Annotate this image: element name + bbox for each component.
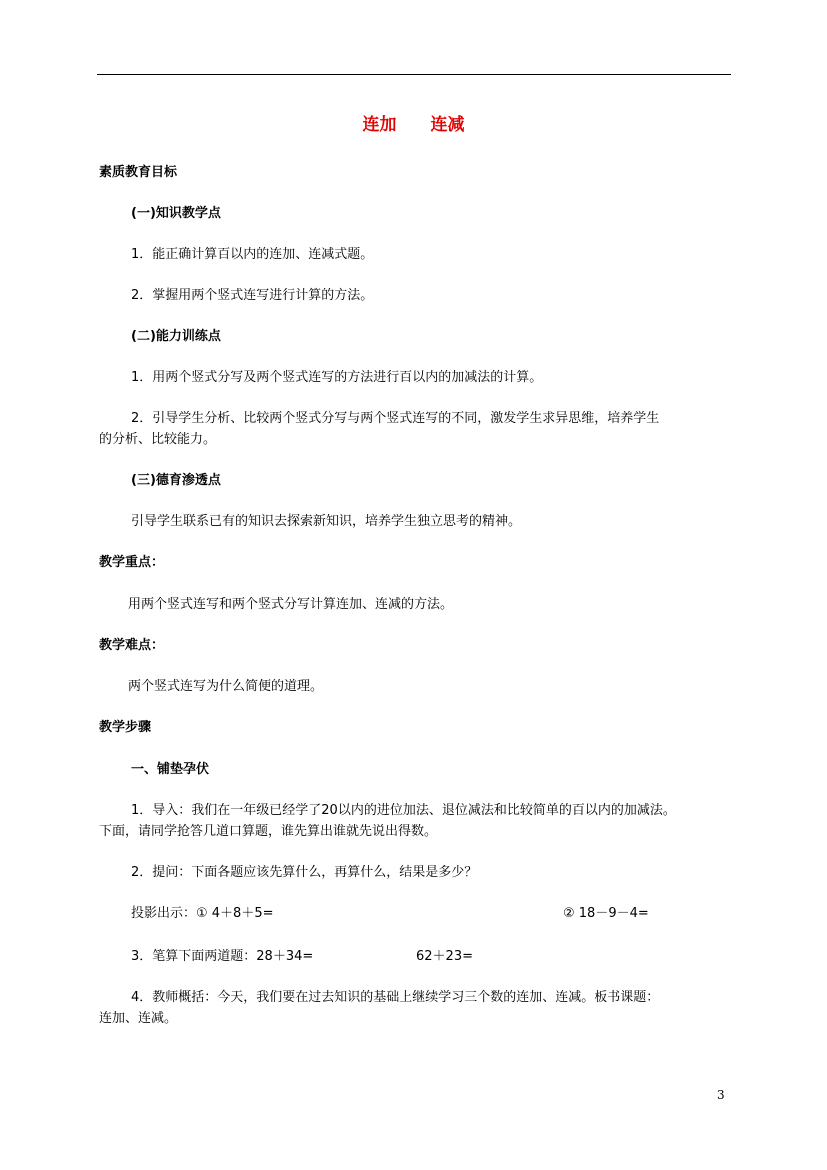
section-heading-moral: (三)德育渗透点 [131, 473, 221, 488]
paragraph-line: 两个竖式连写为什么简便的道理。 [128, 679, 324, 694]
written-calc-1: 3．笔算下面两道题：28＋34= [131, 949, 314, 964]
key-points-heading: 教学重点： [99, 555, 165, 570]
paragraph-line: 用两个竖式连写和两个竖式分写计算连加、连减的方法。 [128, 597, 454, 612]
goal-heading: 素质教育目标 [99, 165, 178, 180]
paragraph-line: 4．教师概括：今天，我们要在过去知识的基础上继续学习三个数的连加、连减。板书课题： [131, 990, 660, 1005]
paragraph-line: 连加、连减。 [99, 1011, 178, 1026]
paragraph-line: 引导学生联系已有的知识去探索新知识，培养学生独立思考的精神。 [131, 514, 522, 529]
paragraph-line: 1．能正确计算百以内的连加、连减式题。 [131, 247, 374, 262]
paragraph-line: 下面，请同学抢答几道口算题，谁先算出谁就先说出得数。 [99, 824, 438, 839]
page-number: 3 [717, 1088, 725, 1102]
projection-item-2: ② 18－9－4= [563, 906, 649, 921]
paragraph-line: 2．引导学生分析、比较两个竖式分写与两个竖式连写的不同，激发学生求异思维，培养学生 [131, 411, 660, 426]
section-heading-knowledge: (一)知识教学点 [131, 206, 221, 221]
paragraph-line: 1．导入：我们在一年级已经学了20以内的进位加法、退位减法和比较简单的百以内的加减法。 [131, 803, 676, 818]
written-calc-2: 62＋23= [416, 949, 473, 964]
step-heading: 一、铺垫孕伏 [131, 762, 210, 777]
teaching-steps-heading: 教学步骤 [99, 720, 152, 735]
header-rule [97, 74, 731, 75]
paragraph-line: 1．用两个竖式分写及两个竖式连写的方法进行百以内的加减法的计算。 [131, 370, 543, 385]
paragraph-line: 2．提问：下面各题应该先算什么，再算什么，结果是多少？ [131, 865, 478, 880]
difficult-points-heading: 教学难点： [99, 638, 165, 653]
document-title: 连加 连减 [362, 115, 465, 135]
paragraph-line: 的分析、比较能力。 [99, 432, 217, 447]
paragraph-line: 2．掌握用两个竖式连写进行计算的方法。 [131, 288, 374, 303]
projection-item-1: 投影出示：① 4＋8＋5= [131, 906, 274, 921]
section-heading-ability: (二)能力训练点 [131, 329, 221, 344]
